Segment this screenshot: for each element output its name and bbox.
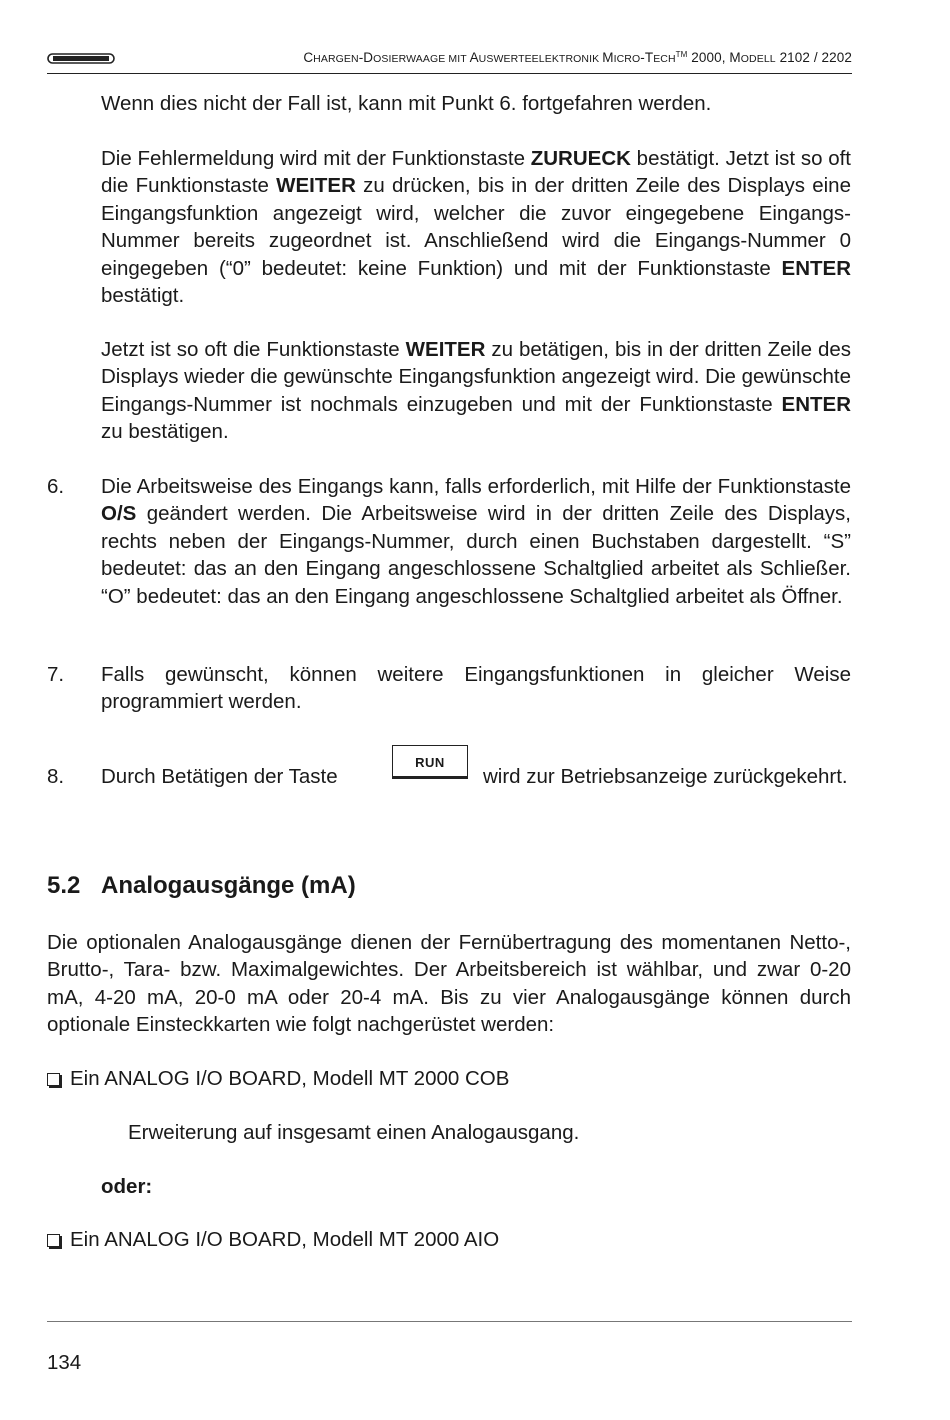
- bullet-cob: Ein ANALOG I/O BOARD, Modell MT 2000 COB: [47, 1065, 509, 1092]
- bullet-aio: Ein ANALOG I/O BOARD, Modell MT 2000 AIO: [47, 1226, 499, 1253]
- header-title: [303, 50, 852, 65]
- header-title-part: ODELL: [740, 53, 776, 65]
- header-title-part: ECH: [653, 53, 676, 65]
- footer-divider: [47, 1321, 852, 1322]
- page-header: [47, 47, 852, 74]
- item-number-7: 7.: [47, 663, 65, 686]
- header-title-part: A: [469, 50, 479, 65]
- header-title-part: 2102 / 2202: [775, 50, 852, 65]
- paragraph-continue-note: Wenn dies nicht der Fall ist, kann mit Punkt 6. fortgefahren werden.: [101, 92, 712, 115]
- page-number: 134: [47, 1351, 82, 1374]
- item-8-text-after-key: wird zur Betriebsanzeige zurückgekehrt.: [483, 765, 848, 788]
- header-title-part: HARGEN: [313, 53, 359, 65]
- paragraph-error-confirm: Die Fehlermeldung wird mit der Funktionstaste ZURUECK bestätigt. Jetzt ist so oft die Funktionstaste WEITER zu drücken, bis in der dritten Zeile des Displays eine Eingangsfunktion angezeigt wird, welcher die zuvor eingegebene Eingangs-Nummer bereits zugeordnet ist. Anschließend wird die Eingangs-Nummer 0 eingegeben (“0” bedeutet: keine Funktion) und mit der Funktionstaste ENTER bestätigt.: [101, 147, 851, 308]
- bullet-cob-description: Erweiterung auf insgesamt einen Analogausgang.: [128, 1121, 580, 1144]
- item-7-text: Falls gewünscht, können weitere Eingangsfunktionen in gleicher Weise programmiert werden.: [101, 663, 851, 714]
- ramsey-logo: [47, 52, 115, 65]
- or-label: oder:: [101, 1175, 153, 1198]
- section-number: 5.2: [47, 872, 81, 899]
- section-heading: [47, 871, 356, 901]
- checkbox-bullet-icon: [47, 1234, 60, 1247]
- item-6-text: Die Arbeitsweise des Eingangs kann, falls erforderlich, mit Hilfe der Funktionstaste O/S geändert werden. Die Arbeitsweise wird in der dritten Zeile des Displays, rechts neben der Eingangs-Nummer, durch einen Buchstaben dargestellt. “S” bedeutet: das an den Eingang angeschlossene Schaltglied arbeitet als Schließer. “O” bedeutet: das an den Eingang angeschlossene Schaltglied arbeitet als Öffner.: [101, 475, 851, 608]
- header-title-part: -D: [358, 50, 374, 65]
- header-title-part: OSIERWAAGE MIT: [373, 53, 470, 65]
- item-number-6: 6.: [47, 475, 65, 498]
- item-8-text-before-key: Durch Betätigen der Taste: [101, 765, 338, 788]
- header-title-part: C: [303, 50, 314, 65]
- section-title: Analogausgänge (mA): [101, 872, 356, 899]
- item-number-8: 8.: [47, 765, 65, 788]
- checkbox-bullet-icon: [47, 1073, 60, 1086]
- header-title-part: USWERTEELEKTRONIK: [478, 53, 603, 65]
- header-title-part: -T: [640, 50, 654, 65]
- section-intro: Die optionalen Analogausgänge dienen der Fernübertragung des momentanen Netto-, Brutto-, Tara- bzw. Maximalgewichtes. Der Arbeitsbereich ist wählbar, und zwar 0-20 mA, 4-20 mA, 20-0 mA oder 20-4 mA. Bis zu vier Analogausgänge können durch optionale Einsteckkarten wie folgt nachgerüstet werden:: [47, 931, 851, 1037]
- header-title-part: M: [602, 50, 614, 65]
- header-title-part: TM: [675, 50, 688, 59]
- header-title-part: 2000, M: [687, 50, 741, 65]
- paragraph-reenter-input: Jetzt ist so oft die Funktionstaste WEITER zu betätigen, bis in der dritten Zeile des Displays wieder die gewünschte Eingangsfunktion angezeigt wird. Die gewünschte Eingangs-Nummer ist nochmals einzugeben und mit der Funktionstaste ENTER zu bestätigen.: [101, 338, 852, 444]
- run-key-icon: RUN: [392, 745, 468, 779]
- header-title-part: ICRO: [613, 53, 641, 65]
